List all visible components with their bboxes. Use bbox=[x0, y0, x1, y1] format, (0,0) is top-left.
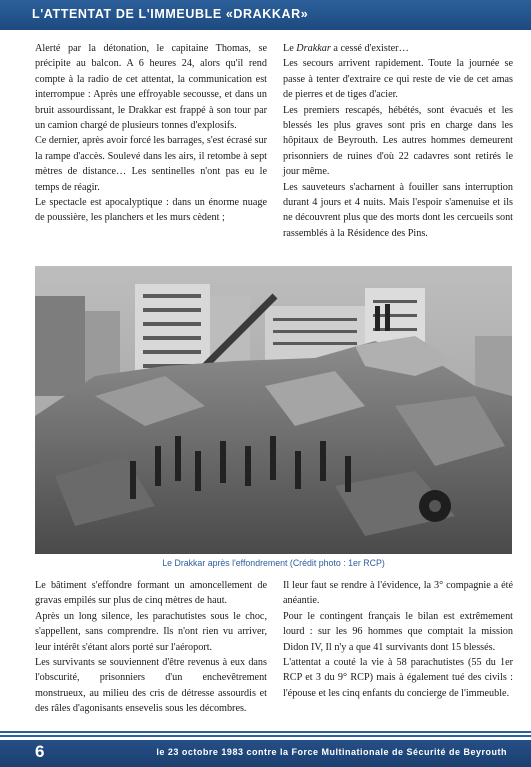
article-column-top-right bbox=[283, 41, 513, 241]
lead-italic: Drakkar bbox=[296, 43, 331, 54]
lead-after: a cessé d'exister… bbox=[330, 43, 409, 54]
article-column-bottom-left bbox=[35, 578, 267, 717]
paragraph: Le spectacle est apocalyptique : dans un énorme nuage de poussière, les planchers et les murs cèdent ; bbox=[35, 197, 267, 224]
paragraph: Les premiers rescapés, hébétés, sont évacués et les blessés les plus graves sont pris en charge dans les hôpitaux de Beyrouth. Les autres hommes demeurent prisonniers de ruines d'où 22 cadavres sont retirés le jour même. bbox=[283, 104, 513, 178]
footer-caption: le 23 octobre 1983 contre la Force Multinationale de Sécurité de Beyrouth bbox=[156, 747, 507, 757]
paragraph: Il leur faut se rendre à l'évidence, la 3° compagnie a été anéantie. bbox=[283, 580, 513, 607]
photo-caption: Le Drakkar après l'effondrement (Crédit photo : 1er RCP) bbox=[162, 558, 385, 568]
footer-stripe bbox=[0, 735, 531, 737]
footer-stripe bbox=[0, 731, 531, 733]
collapsed-building-photo bbox=[35, 266, 512, 554]
article-column-top-left bbox=[35, 41, 267, 226]
article-column-bottom-right bbox=[283, 578, 513, 701]
paragraph: Après un long silence, les parachutistes sous le choc, s'appellent, sans comprendre. Ils n'ont rien vu arriver, leur intérêt s'étant alors porté sur l'aéroport. bbox=[35, 610, 267, 653]
paragraph-lead bbox=[283, 41, 513, 56]
paragraph: Les survivants se souviennent d'être revenus à eux dans l'obscurité, prisonniers d'un enchevêtrement monstrueux, au milieu des cris de détresse assourdis et des râles d'agonisants ensevelis sous les décombres. bbox=[35, 657, 267, 715]
paragraph: Alerté par la détonation, le capitaine Thomas, se précipite au balcon. A 6 heures 24, alors qu'il rend compte à la radio de cet attentat, la communication est interrompue : Après une effroyable secousse, et dans un bruit assourdissant, le Drakkar est frappé à son tour par un camion chargé de plusieurs tonnes d'explosifs. bbox=[35, 43, 267, 132]
paragraph: Pour le contingent français le bilan est extrêmement lourd : sur les 96 hommes que comptait la mission Didon IV, Il n'y a que 41 survivants dont 15 blessés. bbox=[283, 610, 513, 653]
paragraph: Les secours arrivent rapidement. Toute la journée se passe à tenter d'extraire ce qui reste de vie de cet amas de pierres et de tiges d'acier. bbox=[283, 58, 513, 101]
lead-before: Le bbox=[283, 43, 297, 54]
paragraph: L'attentat a couté la vie à 58 parachutistes (55 du 1er RCP et 3 du 9° RCP) mais à également tué des civils : l'épouse et les cinq enfants du concierge de l'immeuble. bbox=[283, 657, 513, 699]
header-bar bbox=[0, 0, 531, 30]
page-number: 6 bbox=[35, 742, 45, 761]
paragraph: Le bâtiment s'effondre formant un amoncellement de gravas empilés sur plus de cinq mètres de haut. bbox=[35, 580, 267, 607]
paragraph: Ce dernier, après avoir forcé les barrages, s'est écrasé sur la rampe d'accès. Soulevé dans les airs, il retombe à sept mètres de distance… Les sentinelles n'ont pas eu le temps de réagir. bbox=[35, 135, 267, 193]
paragraph: Les sauveteurs s'acharnent à fouiller sans interruption durant 4 jours et 4 nuits. Mais l'espoir s'amenuise et ils ne découvrent plus que des morts dont les cercueils sont rassemblés à la Résidence des Pins. bbox=[283, 181, 513, 239]
page-title: L'ATTENTAT DE L'IMMEUBLE «DRAKKAR» bbox=[32, 7, 309, 21]
